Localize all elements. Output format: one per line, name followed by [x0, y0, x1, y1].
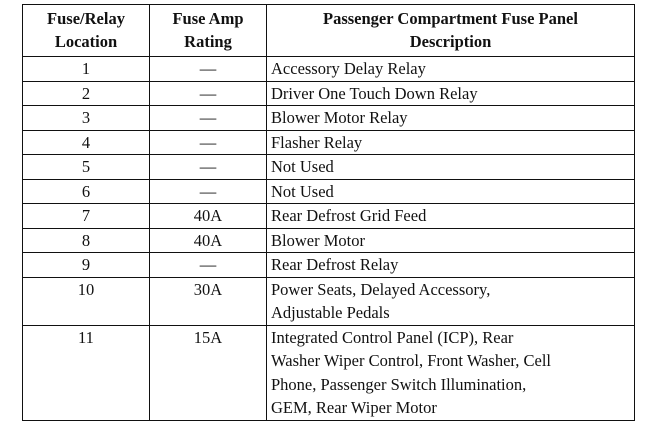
fuse-location-cell: 3 [23, 106, 150, 131]
table-row [23, 253, 635, 278]
fuse-description-cell [267, 57, 635, 82]
table-row [23, 277, 635, 325]
header-location-line: Fuse/Relay [47, 9, 125, 28]
description-line: Rear Defrost Relay [271, 255, 399, 274]
fuse-amp-cell: — [150, 81, 267, 106]
table-row [23, 155, 635, 180]
fuse-amp-cell: — [150, 106, 267, 131]
description-line: Phone, Passenger Switch Illumination, [271, 374, 527, 394]
header-amp-rating [150, 5, 267, 57]
description-line: Power Seats, Delayed Accessory, [271, 279, 491, 299]
description-line: Washer Wiper Control, Front Washer, Cell [271, 351, 551, 370]
table-row [23, 106, 635, 131]
fuse-description-cell [267, 179, 635, 204]
fuse-amp-cell: — [150, 130, 267, 155]
header-row [23, 5, 635, 57]
fuse-description-cell [267, 325, 635, 420]
description-line: Driver One Touch Down Relay [271, 83, 478, 103]
fuse-amp-cell: 40A [150, 228, 267, 253]
fuse-location-cell: 11 [23, 325, 150, 420]
description-line: Integrated Control Panel (ICP), Rear [271, 327, 514, 347]
header-description [267, 5, 635, 57]
fuse-description-cell [267, 130, 635, 155]
header-description-line: Passenger Compartment Fuse Panel [323, 9, 578, 28]
header-location-line: Location [54, 32, 118, 51]
fuse-location-cell: 7 [23, 204, 150, 229]
fuse-description-cell [267, 106, 635, 131]
fuse-location-cell: 8 [23, 228, 150, 253]
fuse-amp-cell: — [150, 57, 267, 82]
fuse-description-cell [267, 228, 635, 253]
table-row [23, 325, 635, 420]
header-location [23, 5, 150, 57]
fuse-description-cell [267, 277, 635, 325]
table-row [23, 57, 635, 82]
fuse-description-cell [267, 253, 635, 278]
table-row [23, 130, 635, 155]
table-row [23, 204, 635, 229]
fuse-amp-cell: — [150, 253, 267, 278]
fuse-location-cell: 5 [23, 155, 150, 180]
fuse-location-cell: 4 [23, 130, 150, 155]
description-line: Not Used [271, 181, 334, 201]
fuse-location-cell: 2 [23, 81, 150, 106]
fuse-amp-cell: 40A [150, 204, 267, 229]
fuse-table [22, 4, 635, 421]
table-row [23, 81, 635, 106]
description-line: Adjustable Pedals [271, 303, 390, 322]
header-amp-line: Fuse Amp [172, 9, 244, 28]
description-line: GEM, Rear Wiper Motor [271, 398, 437, 417]
fuse-description-cell [267, 204, 635, 229]
description-line: Flasher Relay [271, 132, 363, 152]
fuse-description-cell [267, 155, 635, 180]
fuse-description-cell [267, 81, 635, 106]
fuse-amp-cell: — [150, 179, 267, 204]
table-body [23, 57, 635, 421]
header-description-line: Description [409, 32, 492, 51]
fuse-amp-cell: 15A [150, 325, 267, 420]
description-line: Blower Motor Relay [271, 108, 408, 127]
fuse-location-cell: 10 [23, 277, 150, 325]
description-line: Accessory Delay Relay [271, 59, 426, 78]
fuse-amp-cell: — [150, 155, 267, 180]
fuse-amp-cell: 30A [150, 277, 267, 325]
description-line: Not Used [271, 157, 334, 176]
table-row [23, 179, 635, 204]
fuse-location-cell: 9 [23, 253, 150, 278]
fuse-location-cell: 6 [23, 179, 150, 204]
description-line: Blower Motor [271, 230, 365, 250]
fuse-location-cell: 1 [23, 57, 150, 82]
description-line: Rear Defrost Grid Feed [271, 206, 427, 225]
table-row [23, 228, 635, 253]
header-amp-line: Rating [184, 32, 232, 51]
